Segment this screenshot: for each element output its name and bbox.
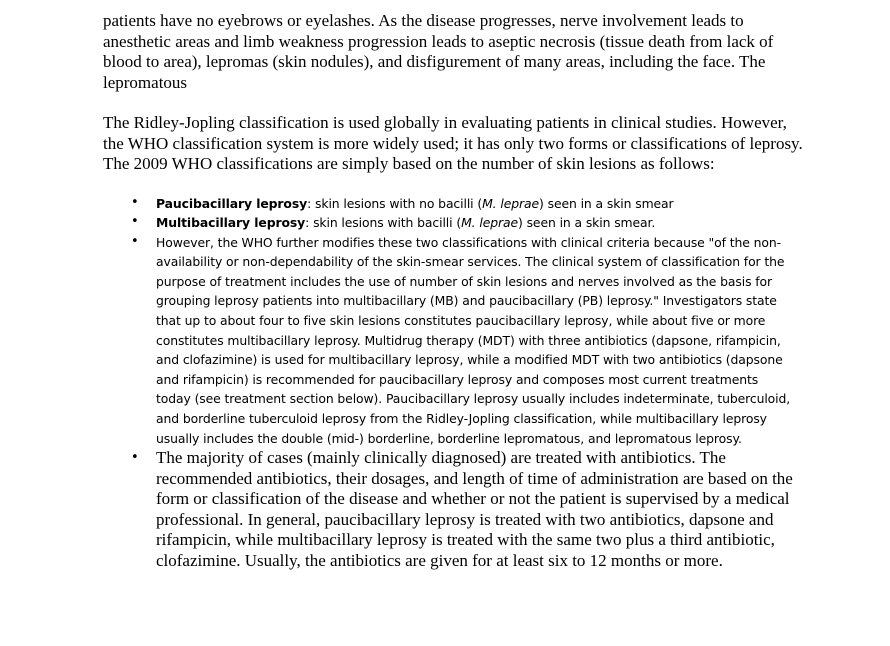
bullet-icon: • [131,450,139,466]
paragraph-lepromatous-description: patients have no eyebrows or eyelashes. As the disease progresses, nerve involvement leads to anesthetic areas and limb weakness progression leads to aseptic necrosis (tissue death from lack of blood to area), lepromas (skin nodules), and disfigurement of many areas, including the face. The lepromatous [103,11,774,92]
definition-text: ) seen in a skin smear [539,195,674,211]
species-name: M. leprae [482,195,540,211]
term-paucibacillary: Paucibacillary leprosy [156,195,308,211]
list-item-paucibacillary [103,194,796,214]
term-multibacillary: Multibacillary leprosy [156,215,306,231]
document-page [103,11,803,571]
species-name: M. leprae [461,215,518,231]
who-modification-text: However, the WHO further modifies these two classifications with clinical criteria because "of the non-availability or non-dependability of the skin-smear services. The clinical system of classification for the purpose of treatment includes the use of number of skin lesions and nerves involved as the basis for grouping leprosy patients into multibacillary (MB) and paucibacillary (PB) leprosy." Investigators state that up to about four to five skin lesions constitutes paucibacillary leprosy, while about five or more constitutes multibacillary leprosy. Multidrug therapy (MDT) with three antibiotics (dapsone, rifampicin, and clofazimine) is used for multibacillary leprosy, while a modified MDT with two antibiotics (dapsone and rifampicin) is recommended for paucibacillary leprosy and composes most current treatments today (see treatment section below). Paucibacillary leprosy usually includes indeterminate, tuberculoid, and borderline tuberculoid leprosy from the Ridley-Jopling classification, while multibacillary leprosy usually includes the double (mid-) borderline, borderline lepromatous, and lepromatous leprosy. [156,234,791,446]
bullet-icon: • [131,194,139,210]
list-item-antibiotic-treatment [103,448,796,571]
list-item-multibacillary [103,213,796,233]
classification-bullet-list [103,194,803,572]
bullet-icon: • [131,214,139,230]
paragraph-classification-intro: The Ridley-Jopling classification is used globally in evaluating patients in clinical studies. However, the WHO classification system is more widely used; it has only two forms or classifications of leprosy. The 2009 WHO classifications are simply based on the number of skin lesions as follows: [103,113,803,173]
list-item-who-modification [103,233,796,449]
antibiotic-treatment-text: The majority of cases (mainly clinically diagnosed) are treated with antibiotics. The recommended antibiotics, their dosages, and length of time of administration are based on the form or classification of the disease and whether or not the patient is supervised by a medical professional. In general, paucibacillary leprosy is treated with two antibiotics, dapsone and rifampicin, while multibacillary leprosy is treated with the same two plus a third antibiotic, clofazimine. Usually, the antibiotics are given for at least six to 12 months or more. [156,448,793,570]
bullet-icon: • [131,233,139,249]
definition-text: : skin lesions with no bacilli ( [307,195,483,211]
definition-text: : skin lesions with bacilli ( [305,215,462,231]
definition-text: ) seen in a skin smear. [518,215,656,231]
